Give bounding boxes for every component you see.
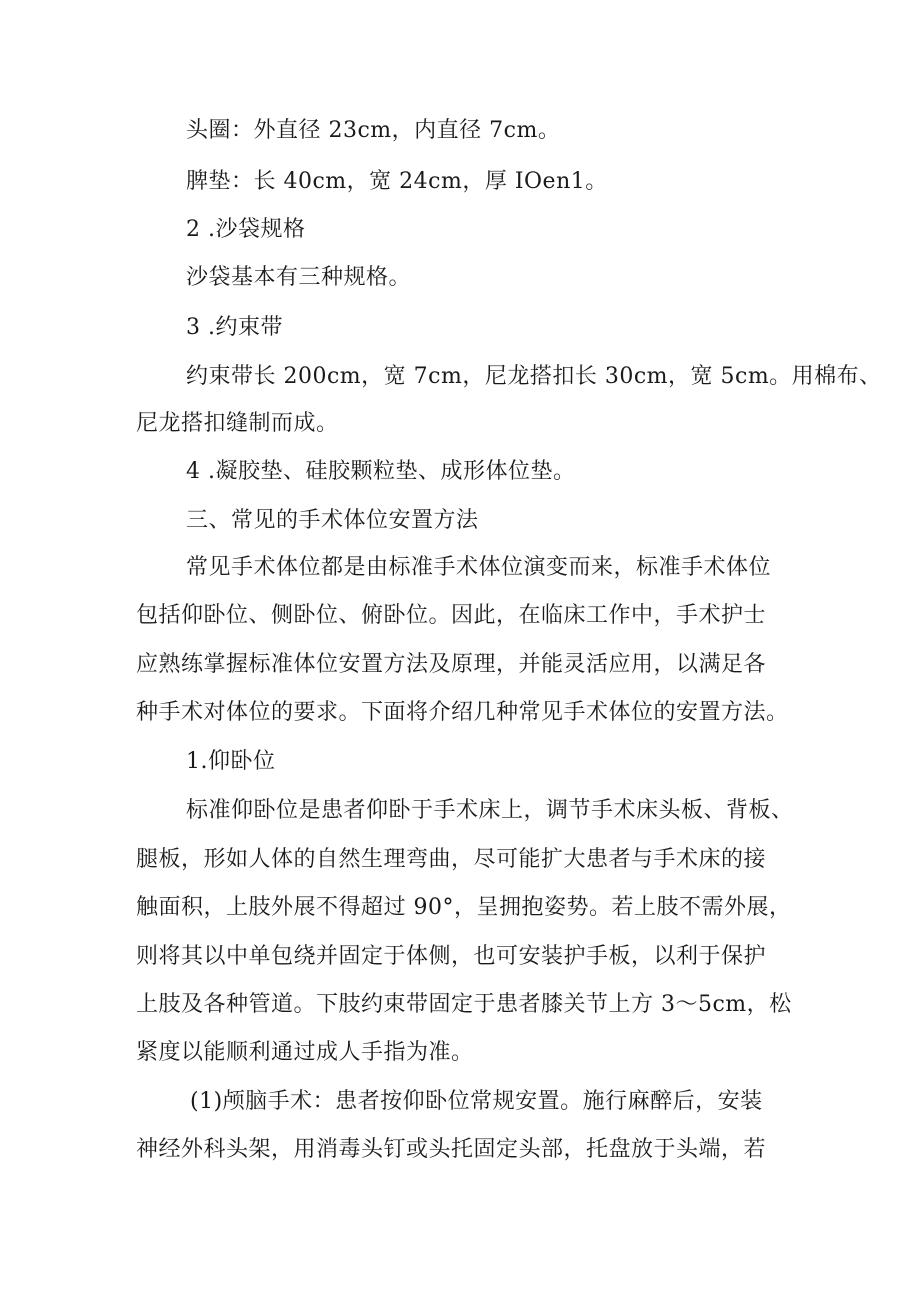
paragraph-line: 应熟练掌握标准体位安置方法及原理，并能灵活应用，以满足各: [136, 652, 767, 677]
paragraph-line: 种手术对体位的要求。下面将介绍几种常见手术体位的安置方法。: [136, 700, 789, 725]
text-line-restraint-2: 尼龙搭扣缝制而成。: [136, 411, 339, 436]
heading-supine: 1.仰卧位: [186, 749, 276, 774]
text-line-restraint-1: 约束带长 200cm，宽 7cm，尼龙搭扣长 30cm，宽 5cm。用棉布、: [186, 364, 882, 389]
heading-gel-pad: 4 .凝胶垫、硅胶颗粒垫、成形体位垫。: [186, 459, 576, 484]
paragraph-line: 腿板，形如人体的自然生理弯曲，尽可能扩大患者与手术床的接: [136, 847, 767, 872]
paragraph-line: 标准仰卧位是患者仰卧于手术床上，调节手术床头板、背板、: [186, 798, 794, 823]
heading-restraint-belt: 3 .约束带: [186, 315, 283, 340]
paragraph-line: 则将其以中单包绕并固定于体侧，也可安装护手板，以利于保护: [136, 944, 767, 969]
text-line-head-ring: 头圈：外直径 23cm，内直径 7cm。: [186, 118, 561, 143]
heading-sandbag-spec: 2 .沙袋规格: [186, 217, 306, 242]
section-heading-positions: 三、常见的手术体位安置方法: [186, 508, 479, 533]
paragraph-line: 上肢及各种管道。下肢约束带固定于患者膝关节上方 3～5cm，松: [136, 992, 792, 1017]
paragraph-line: 包括仰卧位、侧卧位、俯卧位。因此，在临床工作中，手术护士: [136, 603, 767, 628]
paragraph-line: 紧度以能顺利通过成人手指为准。: [136, 1040, 474, 1065]
paragraph-line: 神经外科头架，用消毒头钉或头托固定头部，托盘放于头端，若: [136, 1137, 767, 1162]
paragraph-line: (1)颅脑手术：患者按仰卧位常规安置。施行麻醉后，安装: [190, 1089, 763, 1114]
paragraph-line: 触面积，上肢外展不得超过 90°，呈拥抱姿势。若上肢不需外展，: [136, 895, 792, 920]
text-line-spleen-pad: 脾垫：长 40cm，宽 24cm，厚 IOen1。: [186, 169, 608, 194]
paragraph-line: 常见手术体位都是由标准手术体位演变而来，标准手术体位: [186, 555, 772, 580]
text-line-sandbag: 沙袋基本有三种规格。: [186, 265, 412, 290]
